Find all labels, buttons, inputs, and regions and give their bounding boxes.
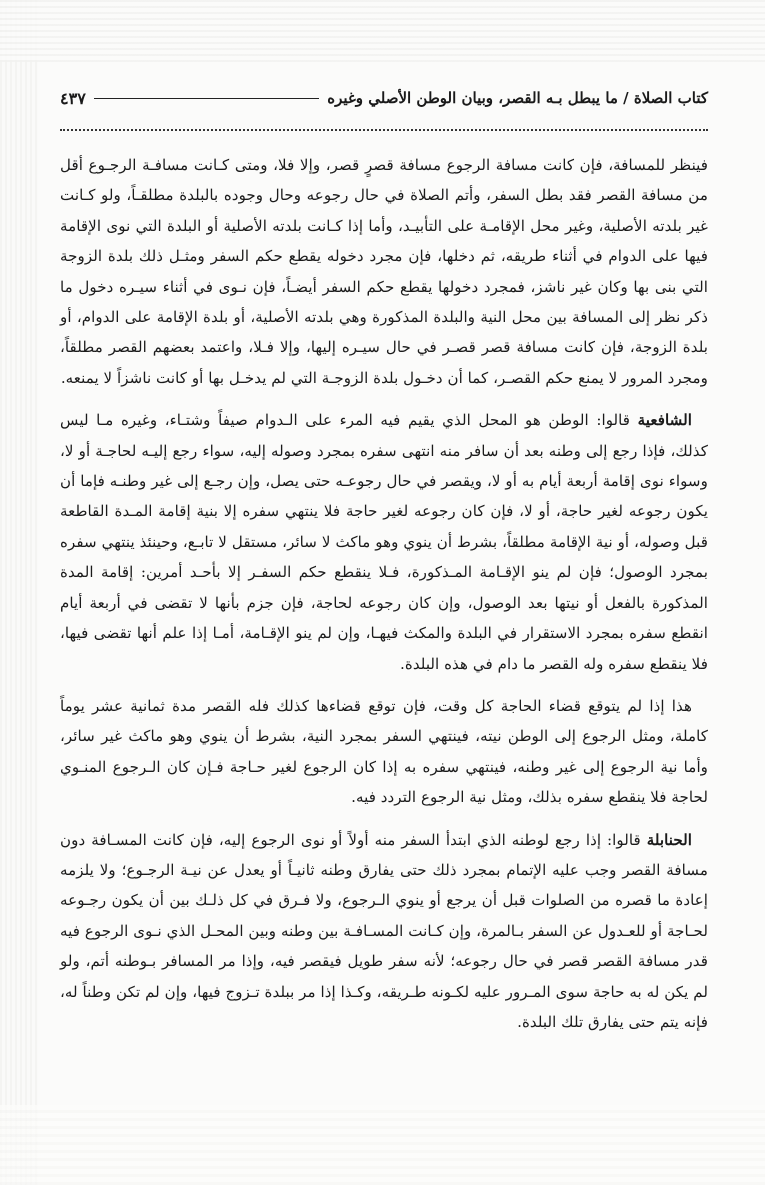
paragraph-shafii-continued [60,691,708,813]
header-rule [94,98,320,99]
page-number: ٤٣٧ [60,88,86,108]
paragraph-shafii [60,405,708,679]
paragraph-text: قالوا: الوطن هو المحل الذي يقيم فيه المرء على الـدوام صيفاً وشتـاء، وغيره مـا ليس كذلك، فإذا رجع إلى وطنه بعد أن سافر منه انتهى سفره بمجرد وصوله إليه، سواء رجع إليـه لحاجـة أو لا، وسواء نوى إقامة أربعة أيام به أو لا، ويقصر في حال رجوعـه حتى يصل، وإن رجـع إلى غير وطنـه فإما أن يكون رجوعه لغير حاجة، أو لا، فإن كان رجوعه لغير حاجة فلا ينتهي سفره إلا بنية إقامة المـدة القاطعة قبل وصوله، أو نية الإقامة مطلقاً، بشرط أن ينوي وهو ماكث لا سائر، مستقل لا تابـع، وحينئذ ينتهي سفره بمجرد الوصول؛ فإن لم ينو الإقـامة المـذكورة، فـلا ينقطع حكم السفـر إلا بأحـد أمرين: إقامة المدة المذكورة بالفعل أو نيتها بعد الوصول، وإن كان رجوعه لحاجة، فإن جزم بأنها لا تقضى في أربعة أيام انقطع سفره بمجرد الاستقرار في البلدة والمكث فيهـا، وإن لم ينو الإقـامة، أمـا إذا علم أنها تقضى فيها، فلا ينقطع سفره وله القصر ما دام في هذه البلدة. [60,411,708,673]
scan-edge-left [0,0,38,1185]
header-title: كتاب الصلاة / ما يبطل بـه القصر، وبيان الوطن الأصلي وغيره [327,89,708,107]
scan-edge-bottom [0,1105,765,1185]
school-name-hanbali: الحنابلة [646,830,692,849]
paragraph-text: هذا إذا لم يتوقع قضاء الحاجة كل وقت، فإن توقع قضاءها كذلك فله القصر مدة ثمانية عشر يوماً كاملة، ومثل الرجوع إلى الوطن نيته، فينتهي السفر بمجرد النية، بشرط أن ينوي وهو ماكث غير سائر، وأما نية الرجوع إلى غير وطنه، فينتهي سفره به إذا كان الرجوع لغير حـاجة فـإن كان الـرجوع المنـوي لحاجة فلا ينقطع سفره بذلك، ومثل نية الرجوع التردد فيه. [60,696,708,807]
dotted-separator [60,117,708,131]
paragraph-text: قالوا: إذا رجع لوطنه الذي ابتدأ السفر منه أولاً أو نوى الرجوع إليه، فإن كانت المسـافة دون مسافة القصر وجب عليه الإتمام بمجرد ذلك حتى يفارق وطنه ثانيـاً أو يعدل عن نيـة الرجـوع؛ ولا يلزمه إعادة ما قصره من الصلوات قبل أن يرجع أو ينوي الـرجوع، ولا فـرق في كل ذلـك بين أن يكون رجـوعه لحـاجة أو للعـدول عن السفر بـالمرة، وإن كـانت المسـافـة بين وطنه وبين المحـل الذي نـوى الرجوع فيه قدر مسافة القصر قصر في حال رجوعه؛ لأنه سفر طويل فيقصر فيه، وإذا مر المسافر بـوطنه أتم، ولو لم يكن له به حاجة سوى المـرور عليه لكـونه طـريقه، وكـذا إذا مر ببلدة تـزوج فيها، وإن لم تكن وطناً له، فإنه يتم حتى يفارق تلك البلدة. [60,830,708,1031]
paragraph-maliki-continuation [60,150,708,393]
running-header [60,80,708,116]
paragraph-hanbali [60,825,708,1038]
scan-edge-top [0,0,765,62]
paragraph-text: فينظر للمسافة، فإن كانت مسافة الرجوع مسافة قصرٍ قصر، وإلا فلا، ومتى كـانت مسافـة الرجـوع أقل من مسافة القصر فقد بطل السفر، وأتم الصلاة في حال رجوعه وحال وجوده بالبلدة مطلقـاً، ولو كـانت غير بلدته الأصلية، وغير محل الإقامـة على التأبيـد، وأما إذا كـانت بلدته الأصلية أو البلدة التي نوى الإقامة فيها على الدوام في أثناء طريقه، ثم دخلها، فإن مجرد دخوله يقطع حكم السفر ومثـل ذلك بلدة الزوجة التي بنى بها وكان غير ناشز، فمجرد دخولها يقطع حكم السفر أيضـاً، فإن نـوى في أثناء سيـره دخول ما ذكر نظر إلى المسافة بين محل النية والبلدة المذكورة وهي بلدته الأصلية، أو بلدة الإقامة على الدوام، أو بلدة الزوجة، فإن كانت مسافة قصر قصـر في حال سيـره إليها، وإلا فـلا، واعتمد بعضهم القصر مطلقاً، ومجرد المرور لا يمنع حكم القصـر، كما أن دخـول بلدة الزوجـة التي لم يدخـل بها أو كانت ناشزاً لا يمنعه. [60,156,708,387]
body-text [60,150,708,1037]
school-name-shafii: الشافعية [637,411,692,430]
